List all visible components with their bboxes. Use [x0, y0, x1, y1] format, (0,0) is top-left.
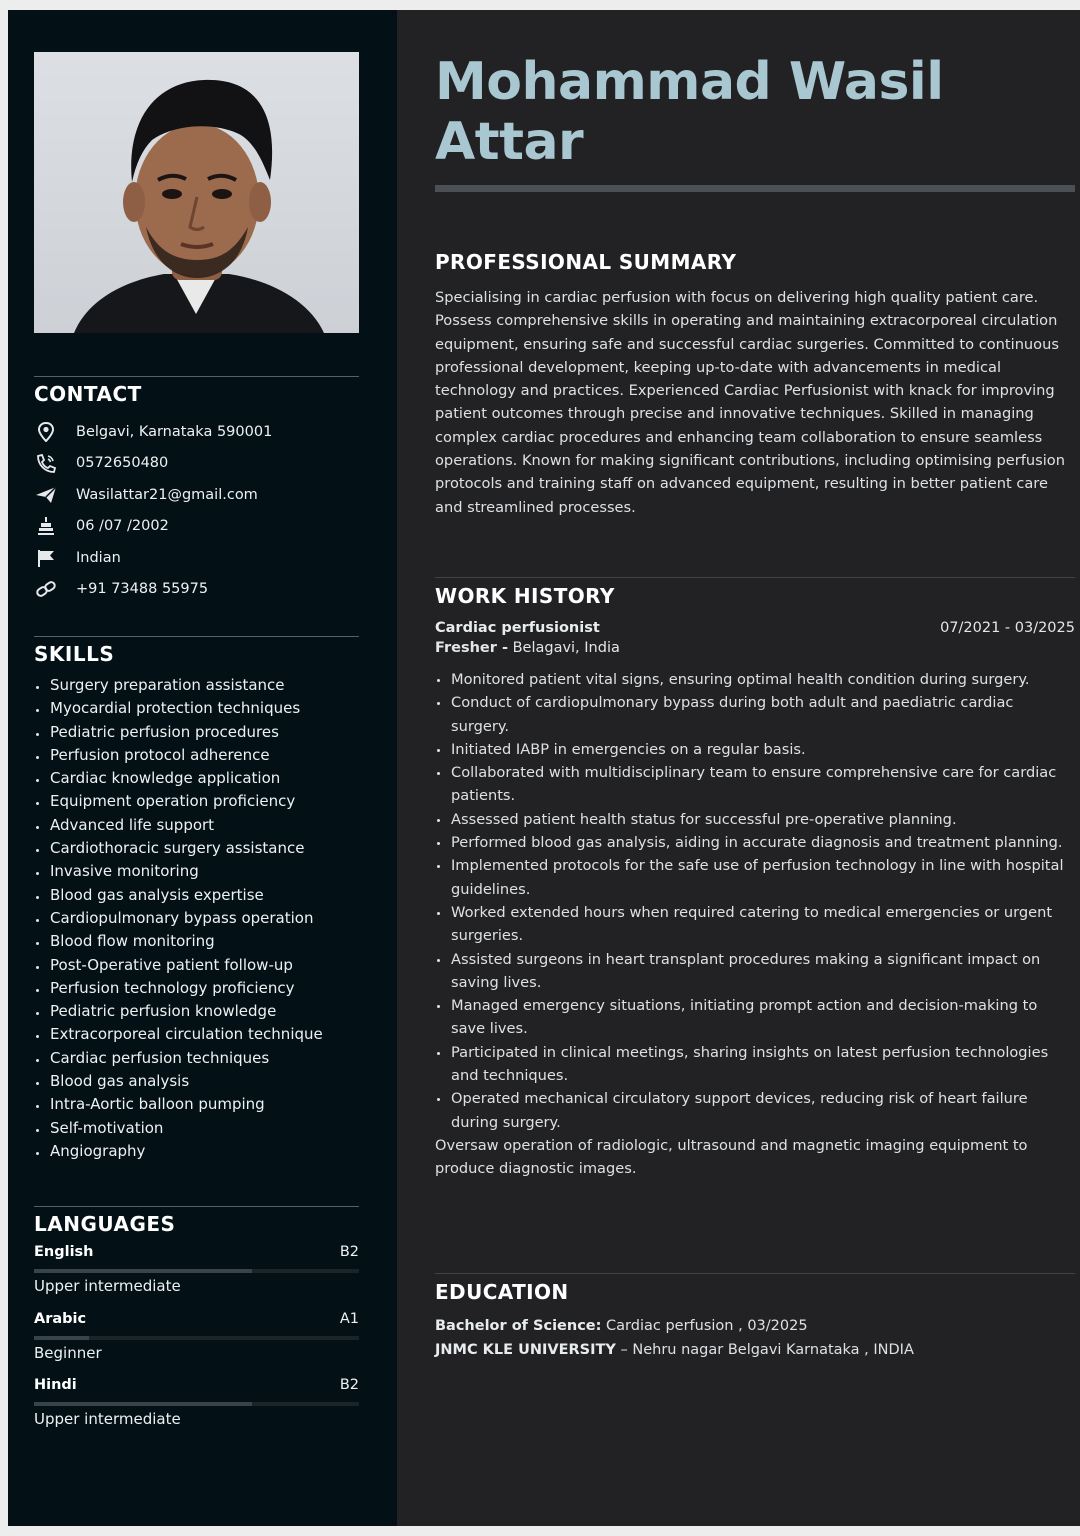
contact-phone: 0572650480: [76, 455, 169, 472]
divider: [34, 376, 359, 377]
cake-icon: [34, 516, 58, 536]
language-proficiency-fill: [34, 1269, 252, 1273]
skill-item: Cardiopulmonary bypass operation: [34, 909, 359, 932]
skill-item: Angiography: [34, 1142, 359, 1165]
skill-item: Advanced life support: [34, 816, 359, 839]
duties-list: [435, 668, 1075, 1134]
summary-text: Specialising in cardiac perfusion with focus on delivering high quality patient care. Possess comprehensive skills in operating and maintaining extracorporeal circulation equipment, ensuring safe and successful cardiac surgeries. Committed to continuous professional development, keeping up-to-date with advancements in medical technology and practices. Experienced Cardiac Perfusionist with knack for improving patient outcomes through precise and innovative techniques. Skilled in managing complex cardiac procedures and enhancing team collaboration to ensure seamless operations. Known for making significant contributions, including optimising perfusion protocols and training staff on advanced equipment, resulting in better patient care and streamlined processes.: [435, 289, 1065, 516]
contact-list: [34, 416, 359, 605]
language-item: [34, 1311, 359, 1378]
skill-item: Pediatric perfusion knowledge: [34, 1002, 359, 1025]
contact-address: Belgavi, Karnataka 590001: [76, 423, 273, 440]
skill-item: Myocardial protection techniques: [34, 699, 359, 722]
duty-item: Conduct of cardiopulmonary bypass during both adult and paediatric cardiac surgery.: [435, 691, 1075, 738]
job-title: Cardiac perfusionist: [435, 620, 600, 636]
duty-item: Assisted surgeons in heart transplant procedures making a significant impact on saving lives.: [435, 948, 1075, 995]
job-employer: Fresher -: [435, 640, 508, 656]
work-history-section: [435, 577, 1075, 1181]
contact-email[interactable]: Wasilattar21@gmail.com: [76, 486, 258, 503]
duty-item: Initiated IABP in emergencies on a regular basis.: [435, 738, 1075, 761]
divider: [435, 577, 1075, 578]
skill-item: Cardiac knowledge application: [34, 769, 359, 792]
contact-heading: CONTACT: [34, 382, 142, 406]
skill-item: Perfusion protocol adherence: [34, 746, 359, 769]
contact-item-dob: [34, 511, 359, 543]
language-name: Arabic: [34, 1310, 87, 1327]
contact-item-email: [34, 479, 359, 511]
skill-item: Cardiothoracic surgery assistance: [34, 839, 359, 862]
contact-section: [34, 376, 359, 605]
work-heading: WORK HISTORY: [435, 584, 615, 608]
language-description: Beginner: [34, 1343, 102, 1362]
contact-dob: 06 /07 /2002: [76, 518, 169, 535]
language-list: [34, 1244, 359, 1444]
language-proficiency-bar: [34, 1336, 359, 1340]
language-item: [34, 1377, 359, 1444]
job-header: [435, 620, 1075, 636]
duty-extra-text: Oversaw operation of radiologic, ultrasound and magnetic imaging equipment to produce diagnostic images.: [435, 1136, 1028, 1178]
skill-item: Blood gas analysis: [34, 1072, 359, 1095]
skill-item: Pediatric perfusion procedures: [34, 723, 359, 746]
duty-item: Worked extended hours when required catering to medical emergencies or urgent surgeries.: [435, 901, 1075, 948]
language-level: A1: [339, 1310, 359, 1327]
profile-photo: [34, 52, 359, 333]
job-dates: 07/2021 - 03/2025: [940, 620, 1075, 636]
school-name: JNMC KLE UNIVERSITY: [435, 1342, 616, 1358]
skills-section: [34, 636, 359, 1165]
education-section: [435, 1273, 1075, 1362]
language-name: Hindi: [34, 1377, 77, 1393]
skill-item: Blood flow monitoring: [34, 932, 359, 955]
name-underline: [435, 185, 1075, 192]
portrait-image: [34, 52, 359, 333]
degree-detail: Cardiac perfusion , 03/2025: [606, 1318, 808, 1334]
contact-item-address: [34, 416, 359, 448]
skills-list: [34, 676, 359, 1165]
duty-item: Performed blood gas analysis, aiding in accurate diagnosis and treatment planning.: [435, 831, 1075, 854]
skill-item: Surgery preparation assistance: [34, 676, 359, 699]
language-level: B2: [339, 1244, 359, 1260]
resume-page: [8, 10, 1080, 1526]
contact-item-link: [34, 574, 359, 606]
duty-item: Participated in clinical meetings, sharing insights on latest perfusion technologies and techniques.: [435, 1041, 1075, 1088]
job-employer-line: [435, 640, 1075, 656]
paper-plane-icon: [34, 485, 58, 505]
language-description: Upper intermediate: [34, 1277, 181, 1295]
language-description: Upper intermediate: [34, 1410, 181, 1428]
language-proficiency-fill: [34, 1402, 252, 1406]
skill-item: Invasive monitoring: [34, 862, 359, 885]
skill-item: Extracorporeal circulation technique: [34, 1025, 359, 1048]
language-level: B2: [339, 1377, 359, 1393]
language-item: [34, 1244, 359, 1311]
contact-item-nationality: [34, 542, 359, 574]
job-location: Belagavi, India: [512, 640, 620, 656]
duty-item: Operated mechanical circulatory support devices, reducing risk of heart failure during surgery.: [435, 1087, 1075, 1134]
duty-item: Managed emergency situations, initiating prompt action and decision-making to save lives.: [435, 994, 1075, 1041]
skill-item: Post-Operative patient follow-up: [34, 956, 359, 979]
summary-section: [435, 244, 1075, 519]
language-proficiency-fill: [34, 1336, 89, 1340]
languages-heading: LANGUAGES: [34, 1212, 176, 1236]
duty-item: Implemented protocols for the safe use of perfusion technology in line with hospital guidelines.: [435, 854, 1075, 901]
skill-item: Blood gas analysis expertise: [34, 886, 359, 909]
school-line: [435, 1338, 1075, 1362]
contact-nationality: Indian: [76, 549, 121, 566]
contact-link[interactable]: +91 73488 55975: [76, 581, 209, 598]
candidate-name: Mohammad Wasil Attar: [435, 52, 944, 172]
language-proficiency-bar: [34, 1269, 359, 1273]
language-proficiency-bar: [34, 1402, 359, 1406]
divider: [435, 1273, 1075, 1274]
skills-heading: SKILLS: [34, 642, 115, 666]
duty-item: Collaborated with multidisciplinary team to ensure comprehensive care for cardiac patients.: [435, 761, 1075, 808]
skill-item: Intra-Aortic balloon pumping: [34, 1095, 359, 1118]
education-heading: EDUCATION: [435, 1280, 569, 1304]
link-icon: [34, 579, 58, 599]
phone-icon: [34, 453, 58, 473]
degree-label: Bachelor of Science:: [435, 1318, 602, 1334]
duty-item: Monitored patient vital signs, ensuring optimal health condition during surgery.: [435, 668, 1075, 691]
languages-section: [34, 1206, 359, 1444]
summary-heading: PROFESSIONAL SUMMARY: [435, 250, 737, 274]
contact-item-phone: [34, 448, 359, 480]
skill-item: Perfusion technology proficiency: [34, 979, 359, 1002]
skill-item: Cardiac perfusion techniques: [34, 1049, 359, 1072]
duty-item: Assessed patient health status for successful pre-operative planning.: [435, 808, 1075, 831]
skill-item: Self-motivation: [34, 1119, 359, 1142]
location-pin-icon: [34, 422, 58, 442]
divider: [34, 1206, 359, 1207]
school-detail: – Nehru nagar Belgavi Karnataka , INDIA: [620, 1342, 914, 1358]
flag-icon: [34, 548, 58, 568]
sidebar: [8, 10, 397, 1526]
skill-item: Equipment operation proficiency: [34, 792, 359, 815]
divider: [34, 636, 359, 637]
degree-line: [435, 1314, 1075, 1338]
language-name: English: [34, 1244, 94, 1260]
